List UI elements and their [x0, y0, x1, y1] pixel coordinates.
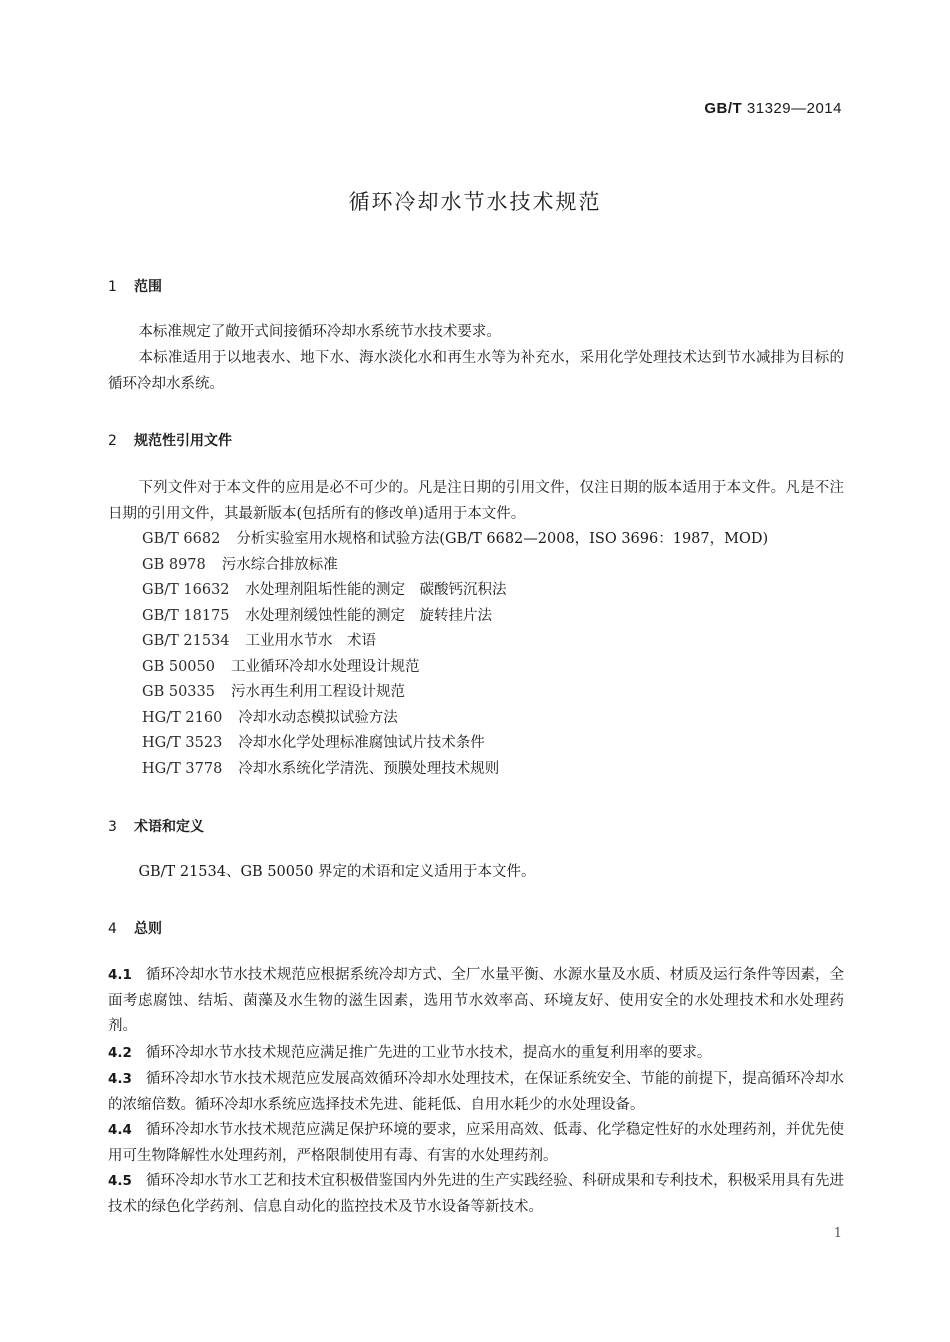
- section-number: 2: [108, 433, 117, 449]
- section-3-text: GB/T 21534、GB 50050 界定的术语和定义适用于本文件。: [138, 864, 536, 880]
- reference-name: 水处理剂阻垢性能的测定 碳酸钙沉积法: [245, 582, 507, 598]
- clause-number: 4.2: [108, 1045, 132, 1061]
- reference-code: HG/T 2160: [142, 709, 223, 726]
- clause-4-1: [108, 963, 844, 1040]
- clause-number: 4.5: [108, 1173, 132, 1189]
- reference-name: 冷却水系统化学清洗、预膜处理技术规则: [238, 760, 500, 777]
- section-number: 4: [108, 921, 117, 937]
- clause-number: 4.4: [108, 1122, 132, 1138]
- reference-name: 污水再生利用工程设计规范: [230, 684, 405, 700]
- standard-prefix: GB/T: [704, 100, 743, 117]
- reference-code: GB 50050: [142, 658, 215, 675]
- clause-4-5: [108, 1169, 844, 1220]
- clause-4-2: [108, 1041, 844, 1067]
- clause-number: 4.1: [108, 967, 132, 983]
- section-number: 3: [108, 819, 117, 835]
- reference-item: [142, 706, 768, 732]
- clause-text: 循环冷却水节水技术规范应满足推广先进的工业节水技术，提高水的重复利用率的要求。: [145, 1045, 712, 1061]
- reference-code: GB/T 16632: [142, 582, 230, 598]
- reference-item: [142, 655, 768, 681]
- reference-item: [142, 629, 768, 655]
- reference-name: 工业循环冷却水处理设计规范: [230, 658, 420, 675]
- section-2-intro: 下列文件对于本文件的应用是必不可少的。凡是注日期的引用文件，仅注日期的版本适用于本文件。凡是不注日期的引用文件，其最新版本(包括所有的修改单)适用于本文件。: [108, 480, 844, 522]
- reference-name: 工业用水节水 术语: [245, 633, 377, 649]
- section-title: 规范性引用文件: [134, 433, 232, 449]
- reference-code: GB/T 21534: [142, 633, 230, 649]
- section-3-heading: [108, 816, 204, 836]
- section-1-para-2: 本标准适用于以地表水、地下水、海水淡化水和再生水等为补充水，采用化学处理技术达到节水减排为目标的循环冷却水系统。: [108, 350, 844, 392]
- reference-name: 分析实验室用水规格和试验方法(GB/T 6682—2008，ISO 3696：1987，MOD): [236, 531, 769, 547]
- standard-code: [704, 100, 842, 117]
- reference-name: 水处理剂缓蚀性能的测定 旋转挂片法: [245, 607, 493, 624]
- clause-text: 循环冷却水节水工艺和技术宜积极借鉴国内外先进的生产实践经验、科研成果和专利技术，积极采用具有先进技术的绿色化学药剂、信息自动化的监控技术及节水设备等新技术。: [108, 1173, 844, 1215]
- reference-code: GB/T 18175: [142, 607, 230, 624]
- clause-number: 4.3: [108, 1071, 132, 1087]
- clause-text: 循环冷却水节水技术规范应发展高效循环冷却水处理技术，在保证系统安全、节能的前提下，提高循环冷却水的浓缩倍数。循环冷却水系统应选择技术先进、能耗低、自用水耗少的水处理设备。: [108, 1071, 844, 1113]
- reference-code: HG/T 3523: [142, 735, 223, 751]
- clause-text: 循环冷却水节水技术规范应根据系统冷却方式、全厂水量平衡、水源水量及水质、材质及运行条件等因素，全面考虑腐蚀、结垢、菌藻及水生物的滋生因素，选用节水效率高、环境友好、使用安全的水处理技术和水处理药剂。: [108, 967, 844, 1034]
- reference-item: [142, 680, 768, 706]
- reference-item: [142, 527, 768, 553]
- reference-name: 冷却水动态模拟试验方法: [238, 709, 398, 726]
- reference-name: 冷却水化学处理标准腐蚀试片技术条件: [238, 735, 485, 751]
- reference-item: [142, 757, 768, 783]
- clause-4-3: [108, 1067, 844, 1118]
- reference-code: GB 8978: [142, 556, 206, 573]
- standard-number: 31329—2014: [746, 100, 842, 117]
- clause-text: 循环冷却水节水技术规范应满足保护环境的要求，应采用高效、低毒、化学稳定性好的水处理药剂，并优先使用可生物降解性水处理药剂，严格限制使用有毒、有害的水处理药剂。: [108, 1122, 844, 1164]
- reference-name: 污水综合排放标准: [221, 556, 338, 573]
- page-number: 1: [833, 1226, 842, 1241]
- section-2-heading: [108, 430, 232, 450]
- reference-item: [142, 604, 768, 630]
- reference-code: GB 50335: [142, 684, 215, 700]
- section-1-heading: [108, 276, 162, 296]
- reference-list: [142, 527, 768, 782]
- section-title: 范围: [134, 279, 162, 295]
- reference-item: [142, 578, 768, 604]
- section-1-para-1: 本标准规定了敞开式间接循环冷却水系统节水技术要求。: [138, 324, 501, 340]
- section-4-heading: [108, 918, 162, 938]
- document-title: 循环冷却水节水技术规范: [348, 190, 602, 214]
- section-title: 术语和定义: [134, 819, 204, 835]
- reference-code: HG/T 3778: [142, 760, 223, 777]
- section-number: 1: [108, 279, 117, 295]
- section-title: 总则: [134, 921, 162, 937]
- reference-item: [142, 553, 768, 579]
- reference-code: GB/T 6682: [142, 531, 221, 547]
- clause-4-4: [108, 1118, 844, 1169]
- reference-item: [142, 731, 768, 757]
